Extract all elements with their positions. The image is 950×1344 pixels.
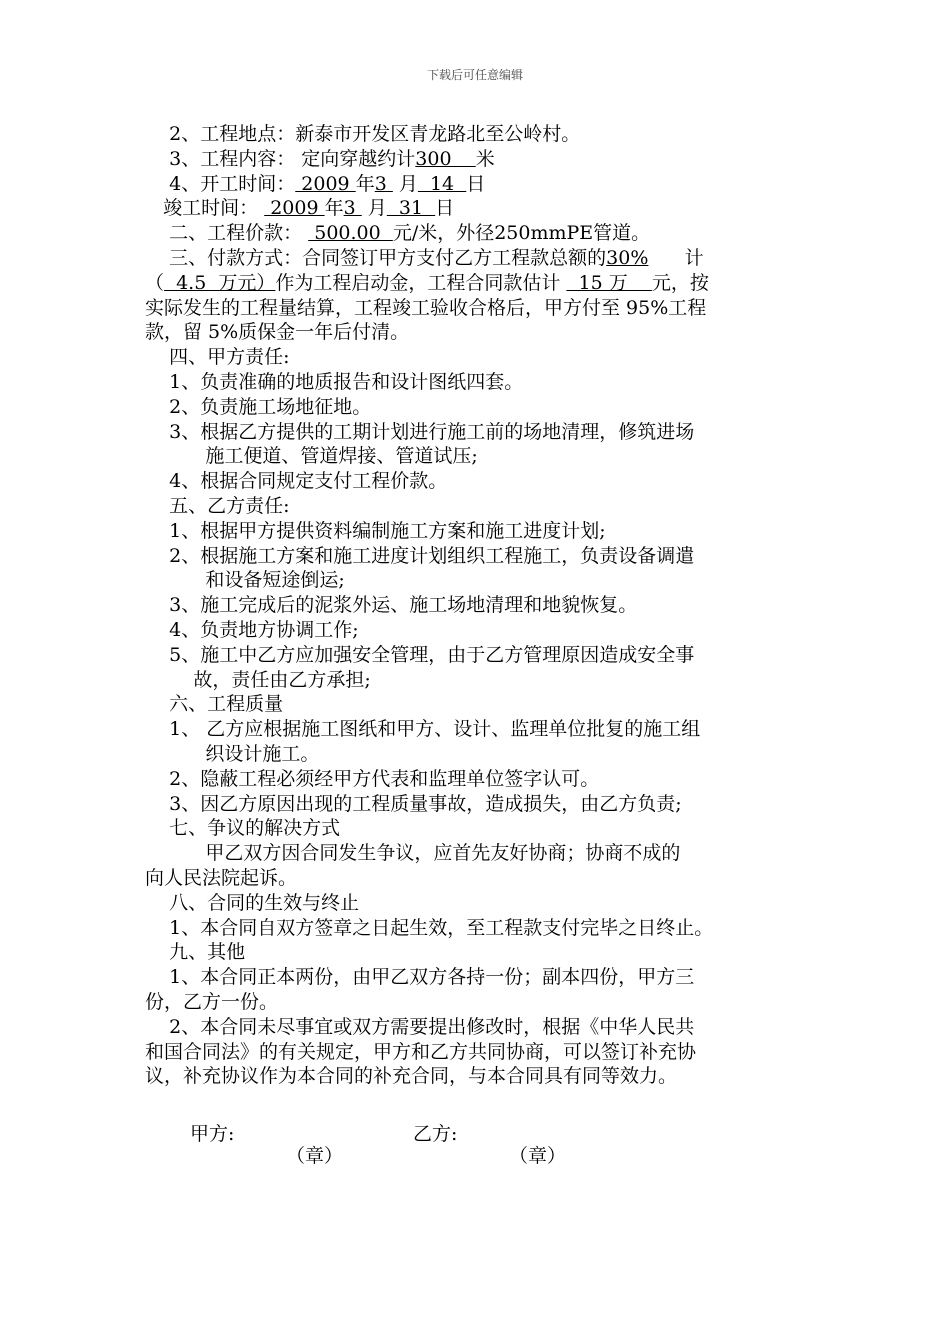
text-line — [145, 568, 345, 593]
text-run: 和设备短途倒运; — [145, 569, 345, 592]
text-run: 2、负责施工场地征地。 — [145, 395, 372, 418]
text-run: 1、根据甲方提供资料编制施工方案和施工进度计划; — [145, 519, 606, 542]
text-line — [145, 692, 283, 717]
text-run: 1、 乙方应根据施工图纸和甲方、设计、监理单位批复的施工组 — [145, 718, 701, 741]
text-line — [145, 147, 495, 172]
text-line — [145, 320, 409, 345]
text-run: 年 — [324, 197, 344, 220]
text-line — [145, 717, 700, 742]
text-line — [145, 395, 371, 420]
text-run: 施工便道、管道焊接、管道试压; — [145, 445, 478, 468]
text-line — [145, 519, 606, 544]
text-line — [145, 420, 694, 445]
text-run: 八、合同的生效与终止 — [145, 891, 360, 914]
text-run: 三、付款方式：合同签订甲方支付乙方工程款总额的 — [145, 247, 607, 269]
text-run: 3、因乙方原因出现的工程质量事故，造成损失，由乙方负责; — [145, 792, 682, 815]
text-line — [145, 792, 682, 817]
text-run: 2、根据施工方案和施工进度计划组织工程施工，负责设备调遣 — [145, 544, 695, 567]
text-line — [145, 767, 599, 792]
text-run: 3、工程内容： 定向穿越约计 — [145, 147, 416, 170]
filled-blank: 31 — [386, 197, 436, 220]
filled-blank: 300 — [415, 147, 476, 170]
text-run: 议，补充协议作为本合同的补充合同，与本合同具有同等效力。 — [145, 1065, 678, 1088]
text-run: 织设计施工。 — [145, 743, 320, 765]
filled-blank: 15 万 — [566, 271, 652, 294]
text-run: 计 — [648, 247, 704, 269]
filled-blank: 14 — [417, 172, 467, 195]
text-line — [145, 1015, 694, 1040]
text-run: 米 — [475, 147, 495, 170]
text-line — [145, 469, 447, 494]
text-line — [145, 246, 704, 271]
text-run: 份，乙方一份。 — [145, 991, 279, 1013]
party-b-label: 乙方: — [413, 1123, 458, 1145]
text-line — [145, 271, 709, 296]
text-run: 月 — [361, 197, 387, 220]
text-line — [145, 990, 278, 1015]
party-b-seal: （章） — [509, 1145, 567, 1167]
text-run: 和国合同法》的有关规定，甲方和乙方共同协商，可以签订补充协 — [145, 1040, 697, 1063]
text-run: 故，责任由乙方承担; — [145, 668, 371, 691]
text-run: 年 — [355, 172, 375, 195]
text-run: 1、本合同正本两份，由甲乙双方各持一份；副本四份，甲方三 — [145, 966, 695, 989]
text-run: 日 — [466, 172, 486, 195]
text-run: 竣工时间： — [145, 197, 265, 220]
text-run: 二、工程价款： — [145, 222, 309, 245]
text-line — [145, 643, 694, 668]
text-run: 款，留 5%质保金一年后付清。 — [145, 321, 410, 344]
filled-blank: 4.5 万元） — [164, 271, 276, 294]
text-run: （ — [145, 271, 165, 294]
text-line — [145, 196, 454, 221]
text-run: 六、工程质量 — [145, 693, 284, 716]
text-line — [145, 965, 694, 990]
text-line — [145, 494, 290, 519]
text-run: 4、根据合同规定支付工程价款。 — [145, 470, 448, 493]
filled-blank: 30% — [606, 247, 649, 269]
text-run: 元/米，外径250mmPE管道。 — [392, 222, 651, 245]
party-a-label: 甲方: — [190, 1123, 235, 1145]
text-run: 日 — [435, 197, 455, 220]
text-run: 元，按 — [651, 271, 709, 294]
text-run: 3、根据乙方提供的工期计划进行施工前的场地清理，修筑进场 — [145, 420, 695, 443]
text-run: 四、甲方责任: — [145, 346, 290, 369]
text-run: 月 — [392, 172, 418, 195]
page-header: 下载后可任意编辑 — [426, 68, 523, 82]
filled-blank: 3 — [343, 197, 362, 220]
text-run: 5、施工中乙方应加强安全管理，由于乙方管理原因造成安全事 — [145, 643, 695, 666]
text-line — [145, 841, 680, 866]
text-run: 4、负责地方协调工作; — [145, 619, 359, 641]
text-run: 2、本合同未尽事宜或双方需要提出修改时，根据《中华人民共 — [145, 1015, 695, 1038]
text-run: 甲乙双方因合同发生争议，应首先友好协商；协商不成的 — [145, 842, 681, 865]
text-line — [145, 866, 297, 891]
text-line — [145, 916, 713, 941]
filled-blank: 500.00 — [308, 222, 393, 245]
text-line — [145, 221, 650, 246]
text-line — [145, 742, 319, 767]
text-run: 2、隐蔽工程必须经甲方代表和监理单位签字认可。 — [145, 767, 600, 790]
text-run: 向人民法院起诉。 — [145, 867, 298, 889]
text-line — [145, 618, 359, 643]
text-line — [145, 593, 637, 618]
text-line — [145, 172, 485, 197]
text-run: 1、负责准确的地质报告和设计图纸四套。 — [145, 371, 524, 393]
text-line — [145, 668, 371, 693]
filled-blank: 3 — [374, 172, 393, 195]
text-run: 五、乙方责任: — [145, 495, 290, 517]
text-line — [145, 816, 340, 841]
text-run: 3、施工完成后的泥浆外运、施工场地清理和地貌恢复。 — [145, 594, 638, 617]
party-a-seal: （章） — [286, 1145, 344, 1167]
text-run: 七、争议的解决方式 — [145, 817, 341, 840]
text-line — [145, 296, 706, 321]
text-run: 作为工程启动金，工程合同款估计 — [275, 271, 567, 294]
text-line — [145, 370, 523, 395]
text-run: 实际发生的工程量结算，工程竣工验收合格后，甲方付至 95%工程 — [145, 296, 707, 319]
text-line — [145, 544, 694, 569]
text-run: 4、开工时间： — [145, 172, 296, 195]
text-line — [145, 1040, 696, 1065]
text-run: 九、其他 — [145, 941, 246, 964]
text-line — [145, 122, 580, 147]
text-line — [145, 345, 290, 370]
text-line — [145, 940, 245, 965]
text-run: 2、工程地点：新泰市开发区青龙路北至公岭村。 — [145, 123, 581, 145]
text-line — [145, 1064, 677, 1089]
text-line — [145, 891, 359, 916]
filled-blank: 2009 — [295, 172, 356, 195]
filled-blank: 2009 — [264, 197, 325, 220]
text-run: 1、本合同自双方签章之日起生效，至工程款支付完毕之日终止。 — [145, 916, 714, 939]
text-line — [145, 444, 478, 469]
